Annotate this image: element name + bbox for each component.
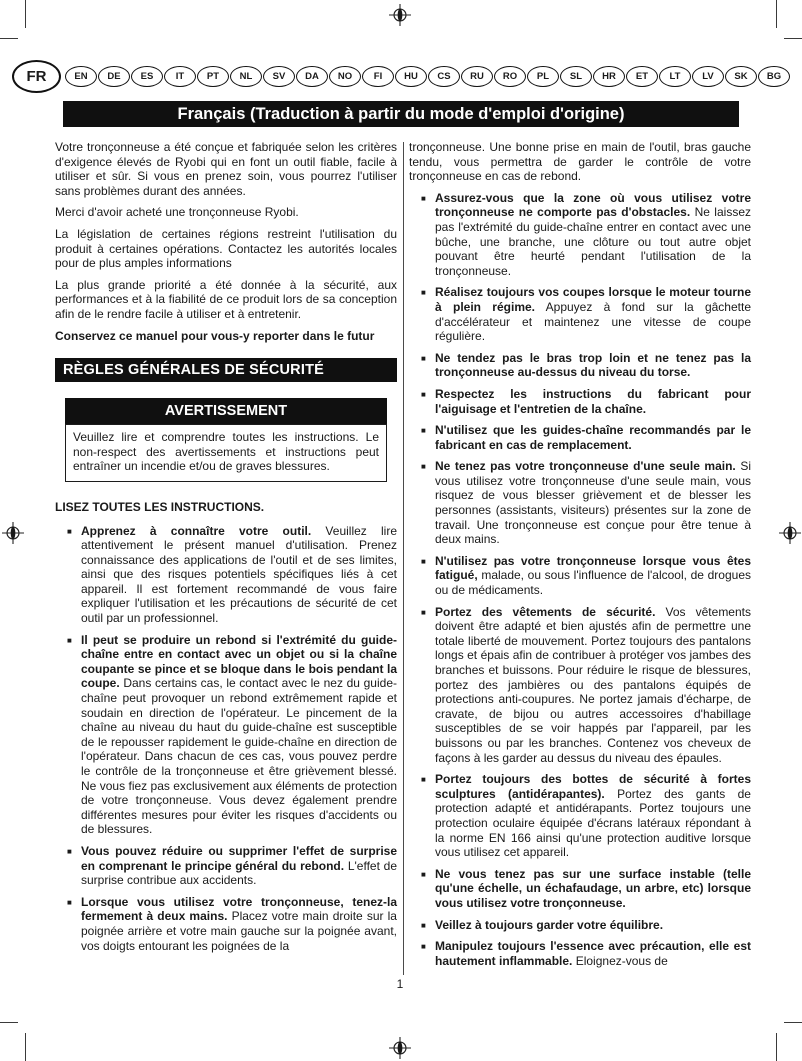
crop-mark [25, 0, 26, 28]
language-label: SV [272, 71, 286, 82]
language-label: PT [206, 71, 220, 82]
registration-mark-icon [779, 522, 801, 544]
safety-instruction-list [55, 524, 397, 954]
bullet-square-icon: ■ [421, 288, 426, 298]
instruction-lead-text: Il peut se produire un rebond si l'extrémité du guide-chaîne entre en contact avec un objet ou si la chaîne coupante se pince et se bloque dans le bois pendant la coupe. [81, 632, 397, 691]
instruction-lead-text: Assurez-vous que la zone où vous utilisez votre tronçonneuse ne comporte pas d'obstacles. [435, 190, 751, 220]
bullet-square-icon: ■ [421, 462, 426, 472]
language-label: BG [766, 71, 782, 82]
instruction-lead-text: Apprenez à connaître votre outil. [81, 523, 312, 538]
bullet-square-icon: ■ [67, 526, 72, 536]
bullet-square-icon: ■ [67, 635, 72, 645]
language-label: SL [569, 71, 583, 82]
warning-text: Veuillez lire et comprendre toutes les instructions. Le non-respect des avertissements et instructions peut entraîner un incendie et/ou de graves blessures. [73, 430, 379, 474]
instruction-body-text: Dans certains cas, le contact avec le nez du guide-chaîne peut provoquer un rebond extrêmement rapide et soudain en direction de l'opérateur. Le pincement de la chaîne au niveau du haut du guide-chaîne est susceptible de le repousser rapidement le guide-chaîne en direction de l'opérateur. Dans chacun de ces cas, vous pouvez perdre le contrôle de la tronçonneuse et être grièvement blessé. Ne vous fiez pas exclusivement aux éléments de protection de votre tronçonneuse. Vous devez également prendre différentes mesures pour éviter les risques d'accidents ou de blessures. [81, 676, 397, 837]
instruction-lead-text: Manipulez toujours l'essence avec précaution, elle est hautement inflammable. [435, 939, 751, 968]
safety-instruction-item [409, 939, 751, 968]
section-header-label: RÈGLES GÉNÉRALES DE SÉCURITÉ [63, 362, 324, 379]
language-label: IT [175, 71, 185, 82]
crop-mark [784, 1022, 802, 1023]
bullet-square-icon: ■ [421, 389, 426, 399]
instruction-body-text: L'effet de surprise contribue aux accidents. [81, 858, 397, 888]
language-badge [12, 60, 61, 93]
language-label: DA [305, 71, 319, 82]
bullet-square-icon: ■ [67, 897, 72, 907]
safety-instruction-item [409, 554, 751, 598]
language-label: ES [140, 71, 154, 82]
language-label: FR [26, 68, 47, 85]
safety-instruction-item [409, 605, 751, 766]
language-badge [296, 66, 328, 87]
language-badge [164, 66, 196, 87]
safety-instruction-item [55, 524, 397, 626]
bullet-square-icon: ■ [421, 556, 426, 566]
instruction-body-text: malade, ou sous l'influence de l'alcool, de drogues ou de médicaments. [435, 568, 751, 598]
instruction-lead-text: Portez des vêtements de sécurité. [435, 604, 656, 619]
language-badge [560, 66, 592, 87]
crop-mark [784, 38, 802, 39]
language-badge [131, 66, 163, 87]
language-label: RU [470, 71, 484, 82]
warning-box [65, 398, 387, 482]
instruction-body-text: Placez votre main droite sur la poignée arrière et votre main gauche sur la poignée avant, vos doigts entourant les poignées de la [81, 909, 397, 953]
instruction-body-text: Si vous utilisez votre tronçonneuse d'une seule main, vous risquez de vous blesser grièvement et de blesser les personnes (assistants, visiteurs) présentes sur la zone de travail. Une tronçonneuse est conçue pour être tenue à deux mains. [435, 459, 751, 547]
language-badge [461, 66, 493, 87]
language-badge [98, 66, 130, 87]
language-badge [395, 66, 427, 87]
language-badge [329, 66, 361, 87]
language-badge [263, 66, 295, 87]
language-badge [230, 66, 262, 87]
crop-mark [0, 1022, 18, 1023]
language-label: CS [437, 71, 451, 82]
page-number: 1 [396, 977, 404, 991]
intro-paragraph: La législation de certaines régions restreint l'utilisation du produit à certaines opérations. Contactez les autorités locales pour de plus amples informations [55, 226, 397, 271]
instruction-lead-text: Ne tenez pas votre tronçonneuse d'une seule main. [435, 459, 736, 474]
intro-paragraph: Votre tronçonneuse a été conçue et fabriquée selon les critères d'exigence élevés de Ryobi qui en font un outil fiable, facile à utiliser et sûr. Si vous en prenez soin, vous pourrez l'utiliser sans problèmes durant des années. [55, 140, 397, 198]
language-label: RO [502, 71, 518, 82]
language-badge [758, 66, 790, 87]
language-badge [527, 66, 559, 87]
page-title: Français (Traduction à partir du mode d'emploi d'origine) [177, 105, 625, 123]
language-row [0, 60, 802, 93]
column-divider [403, 142, 404, 975]
bullet-square-icon: ■ [421, 193, 426, 203]
safety-instruction-item [409, 387, 751, 416]
instruction-lead-text: Lorsque vous utilisez votre tronçonneuse, tenez-la fermement à deux mains. [81, 894, 397, 924]
language-label: PL [536, 71, 550, 82]
crop-mark [776, 1033, 777, 1061]
bullet-square-icon: ■ [421, 869, 426, 879]
language-badge [692, 66, 724, 87]
read-all-instructions-heading: LISEZ TOUTES LES INSTRUCTIONS. [55, 499, 265, 514]
language-label: NO [337, 71, 353, 82]
page-title-bar [63, 101, 739, 127]
language-badge [659, 66, 691, 87]
instruction-lead-text: Respectez les instructions du fabricant pour l'aiguisage et l'entretien de la chaîne. [435, 386, 751, 416]
intro-section [55, 140, 397, 343]
language-badge [593, 66, 625, 87]
intro-paragraph: La plus grande priorité a été donnée à la sécurité, aux performances et à la fiabilité de ce produit lors de sa conception afin de le rendre facile à utiliser et à entretenir. [55, 277, 397, 321]
language-badge [197, 66, 229, 87]
instruction-body-text: Eloignez-vous de [572, 953, 668, 968]
instruction-lead-text: Portez toujours des bottes de sécurité à fortes sculptures (antidérapantes). [435, 772, 751, 801]
language-label: EN [74, 71, 88, 82]
bullet-square-icon: ■ [67, 846, 72, 856]
safety-instruction-item [55, 633, 397, 837]
bullet-square-icon: ■ [421, 426, 426, 436]
safety-instruction-item [409, 459, 751, 547]
safety-instruction-item [409, 285, 751, 343]
warning-body-box [65, 424, 387, 482]
bullet-square-icon: ■ [421, 607, 426, 617]
two-column-body [0, 127, 802, 975]
section-header-bar [55, 358, 397, 382]
instruction-body-text: Veuillez lire attentivement le présent manuel d'utilisation. Prenez connaissance des applications de l'outil et de ses limites, ainsi que des risques potentiels spécifiques liés à cet appareil. Il est fortement recommandé de vous faire expliquer l'utilisation et les précautions de sécurité de cet outil par un professionnel. [81, 523, 398, 626]
left-column [55, 140, 397, 975]
registration-mark-icon [389, 4, 411, 26]
continuation-paragraph: tronçonneuse. Une bonne prise en main de l'outil, bras gauche tendu, vous permettra de garder le contrôle de votre tronçonneuse en cas de rebond. [409, 140, 751, 184]
bullet-square-icon: ■ [421, 775, 426, 785]
instruction-lead-text: Vous pouvez réduire ou supprimer l'effet de surprise en comprenant le principe général du rebond. [81, 843, 397, 873]
safety-instruction-item [55, 844, 397, 888]
safety-instruction-item [409, 191, 751, 279]
instruction-lead-text: Réalisez toujours vos coupes lorsque le moteur tourne à plein régime. [435, 285, 751, 314]
language-badge [428, 66, 460, 87]
crop-mark [25, 1033, 26, 1061]
safety-instruction-item [409, 351, 751, 380]
bullet-square-icon: ■ [421, 920, 426, 930]
bullet-square-icon: ■ [421, 942, 426, 952]
registration-mark-icon [2, 522, 24, 544]
instruction-body-text: Appuyez à fond sur la gâchette d'accélérateur et maintenez une vitesse de coupe régulière. [435, 299, 751, 344]
warning-title: AVERTISSEMENT [164, 403, 288, 420]
registration-mark-icon [389, 1037, 411, 1059]
intro-paragraph: Conservez ce manuel pour vous-y reporter dans le futur [55, 328, 375, 343]
safety-instruction-item [55, 895, 397, 953]
safety-instruction-item [409, 772, 751, 860]
instruction-body-text: Vos vêtements doivent être adapté et bien ajustés afin de permettre une totale liberté de mouvement. Portez toujours des pantalons longs et épais afin de contribuer à protéger vos jambes des branches et buissons. Pour réduire le risque de blessures, portez des jambières ou des pantalons équipés de protections anti-coupures. Ne portez jamais d'écharpe, de cravate, de bijou ou autres accessoires d'habillage susceptibles de se voir happés par l'appareil, par les buissons ou par les branches. Contenez vos cheveux de façons à les garder au dessus du niveau des épaules. [435, 604, 751, 765]
language-label: DE [107, 71, 121, 82]
safety-instruction-item [409, 423, 751, 452]
instruction-lead-text: N'utilisez pas votre tronçonneuse lorsque vous êtes fatigué, [435, 553, 751, 583]
instruction-body-text: Portez des gants de protection adapté et antidérapants. Portez toujours une protection oculaire équipée d'écrans latéraux répondant à la norme EN 166 ainsi qu'une protection auditive lorsque vous utilisez cet appareil. [435, 786, 751, 860]
bullet-square-icon: ■ [421, 353, 426, 363]
language-badge [494, 66, 526, 87]
language-label: LV [702, 71, 714, 82]
instruction-lead-text: N'utilisez que les guides-chaîne recommandés par le fabricant en cas de remplacement. [435, 423, 751, 452]
language-label: NL [239, 71, 253, 82]
language-badge [725, 66, 757, 87]
intro-paragraph: Merci d'avoir acheté une tronçonneuse Ryobi. [55, 205, 299, 220]
instruction-lead-text: Veillez à toujours garder votre équilibre. [435, 917, 664, 932]
language-badge [362, 66, 394, 87]
safety-instruction-item [409, 918, 751, 933]
language-label: SK [734, 71, 748, 82]
safety-instruction-list [409, 191, 751, 969]
instruction-lead-text: Ne tendez pas le bras trop loin et ne tenez pas la tronçonneuse au-dessus du niveau du torse. [435, 350, 751, 380]
crop-mark [0, 38, 18, 39]
safety-instruction-item [409, 867, 751, 911]
language-label: LT [669, 71, 681, 82]
crop-mark [776, 0, 777, 28]
language-badge [626, 66, 658, 87]
instruction-lead-text: Ne vous tenez pas sur une surface instable (telle qu'une échelle, un échafaudage, un arbre, etc) lorsque vous utilisez votre tronçonneuse. [435, 866, 751, 910]
right-column [409, 140, 751, 975]
instruction-body-text: Ne laissez pas l'extrémité du guide-chaîne entrer en contact avec une bûche, une branche, une clôture ou tout autre objet pouvant être heurté pendant l'utilisation de la tronçonneuse. [435, 205, 751, 278]
language-label: ET [635, 71, 649, 82]
language-label: FI [373, 71, 383, 82]
language-label: HU [404, 71, 418, 82]
language-label: HR [602, 71, 616, 82]
language-badge [65, 66, 97, 87]
warning-title-bar [65, 398, 387, 424]
